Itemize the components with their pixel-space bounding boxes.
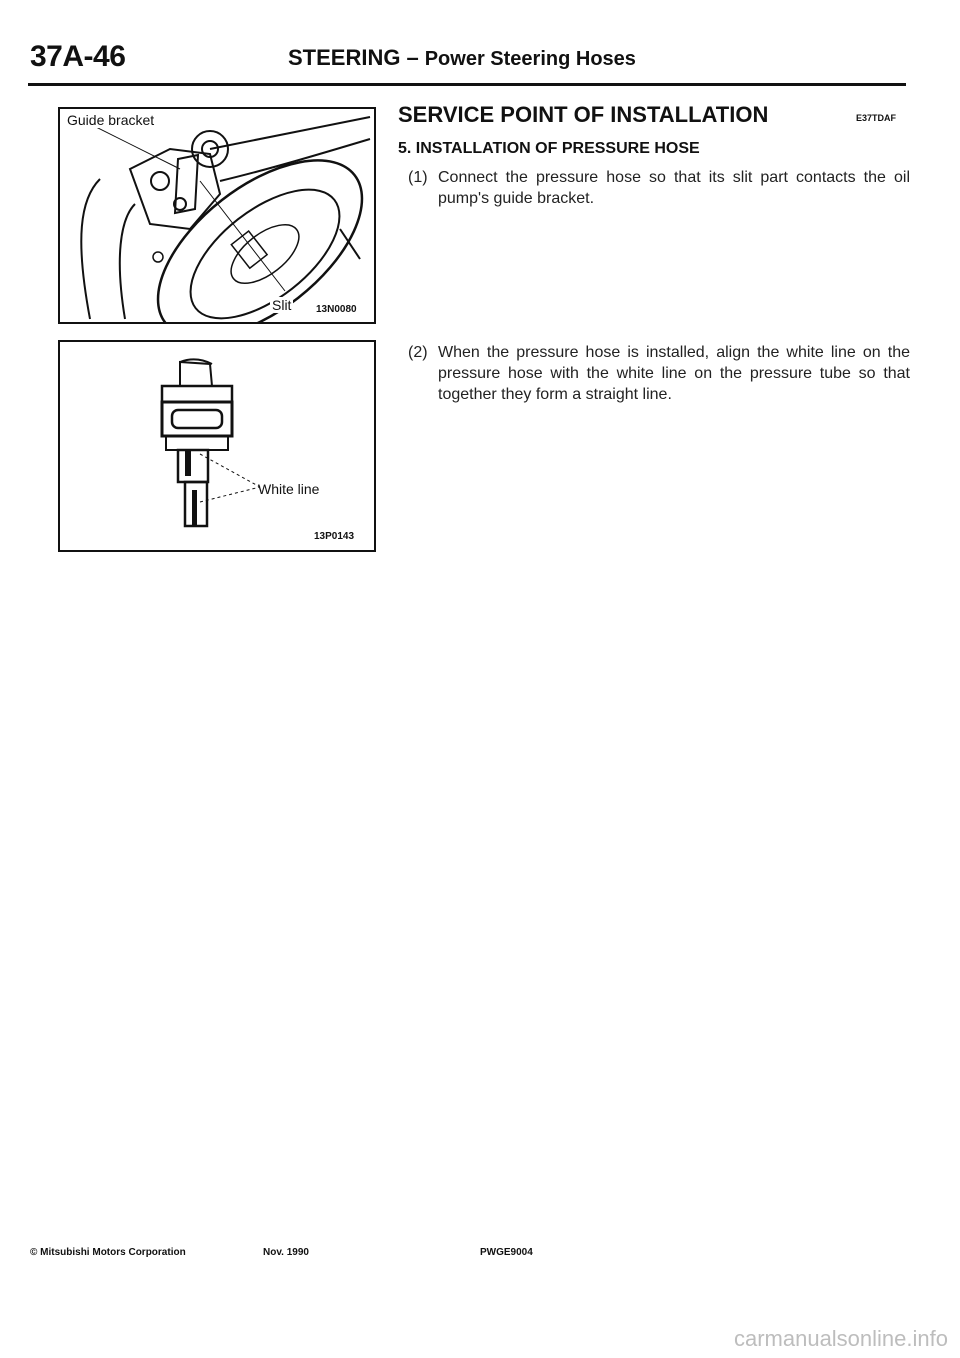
watermark: carmanualsonline.info [733, 1326, 948, 1351]
item-text: Connect the pressure hose so that its slit part contacts the oil pump's guide bracket. [438, 169, 910, 207]
page-number: 37A-46 [30, 40, 126, 73]
instruction-item [408, 342, 908, 432]
pressure-hose-illustration [60, 342, 374, 550]
instruction-item [408, 167, 908, 217]
section-code: E37TDAF [856, 113, 897, 123]
item-number: (1) [408, 169, 428, 186]
item-number: (2) [408, 344, 428, 361]
figure-white-line [58, 340, 376, 552]
label-white-line: White line [258, 481, 320, 497]
item-text: When the pressure hose is installed, align the white line on the pressure hose with the white line on the pressure tube so that together they form a straight line. [438, 344, 910, 403]
label-guide-bracket: Guide bracket [67, 112, 155, 128]
figure-code: 13N0080 [316, 304, 357, 315]
label-slit: Slit [272, 297, 292, 313]
header-subsection: Power Steering Hoses [424, 48, 636, 70]
step-heading: 5. INSTALLATION OF PRESSURE HOSE [398, 140, 700, 157]
footer-copyright: © Mitsubishi Motors Corporation [30, 1247, 186, 1258]
footer-date: Nov. 1990 [263, 1247, 309, 1258]
oil-pump-illustration [60, 109, 374, 322]
section-heading: SERVICE POINT OF INSTALLATION [398, 102, 769, 127]
figure-code: 13P0143 [314, 531, 355, 542]
header-section: STEERING [288, 45, 401, 70]
footer-code: PWGE9004 [480, 1247, 533, 1258]
header-rule [28, 83, 906, 86]
page-header-title: STEERING – Power Steering Hoses [288, 45, 636, 70]
figure-guide-bracket [58, 107, 376, 324]
